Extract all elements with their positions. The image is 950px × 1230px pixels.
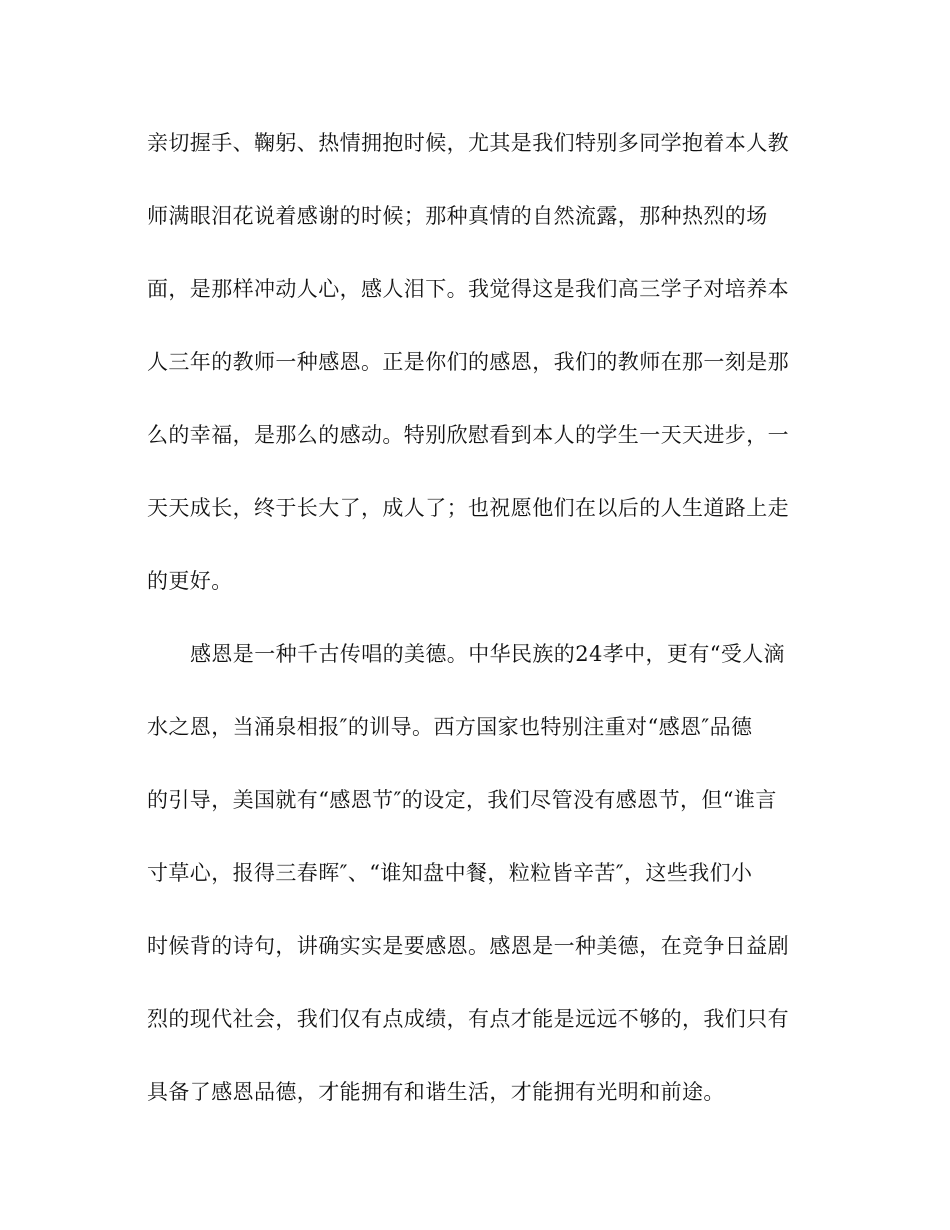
paragraph-1-line-5: 么的幸福，是那么的感动。特别欣慰看到本人的学生一天天进步，一	[147, 423, 789, 447]
paragraph-2-line-7: 具备了感恩品德，才能拥有和谐生活，才能拥有光明和前途。	[147, 1080, 725, 1104]
paragraph-2-line-2: 水之恩，当涌泉相报″的训导。西方国家也特别注重对“感恩″品德	[147, 715, 753, 739]
paragraph-2-line-5: 时候背的诗句，讲确实实是要感恩。感恩是一种美德，在竞争日益剧	[147, 934, 789, 958]
paragraph-2-line-1: 感恩是一种千古传唱的美德。中华民族的24孝中，更有“受人滴	[190, 642, 786, 666]
paragraph-1-line-6: 天天成长，终于长大了，成人了；也祝愿他们在以后的人生道路上走	[147, 496, 789, 520]
paragraph-2-line-6: 烈的现代社会，我们仅有点成绩，有点才能是远远不够的，我们只有	[147, 1007, 789, 1031]
paragraph-1-line-7: 的更好。	[147, 569, 233, 593]
paragraph-2-line-4: 寸草心，报得三春晖″、“谁知盘中餐，粒粒皆辛苦″，这些我们小	[147, 861, 753, 885]
paragraph-1-line-2: 师满眼泪花说着感谢的时候；那种真情的自然流露，那种热烈的场	[147, 204, 768, 228]
paragraph-1-line-4: 人三年的教师一种感恩。正是你们的感恩，我们的教师在那一刻是那	[147, 350, 789, 374]
paragraph-2-line-3: 的引导，美国就有“感恩节″的设定，我们尽管没有感恩节，但“谁言	[147, 788, 777, 812]
paragraph-1-line-1: 亲切握手、鞠躬、热情拥抱时候，尤其是我们特别多同学抱着本人教	[147, 131, 789, 155]
paragraph-1-line-3: 面，是那样冲动人心，感人泪下。我觉得这是我们高三学子对培养本	[147, 277, 789, 301]
